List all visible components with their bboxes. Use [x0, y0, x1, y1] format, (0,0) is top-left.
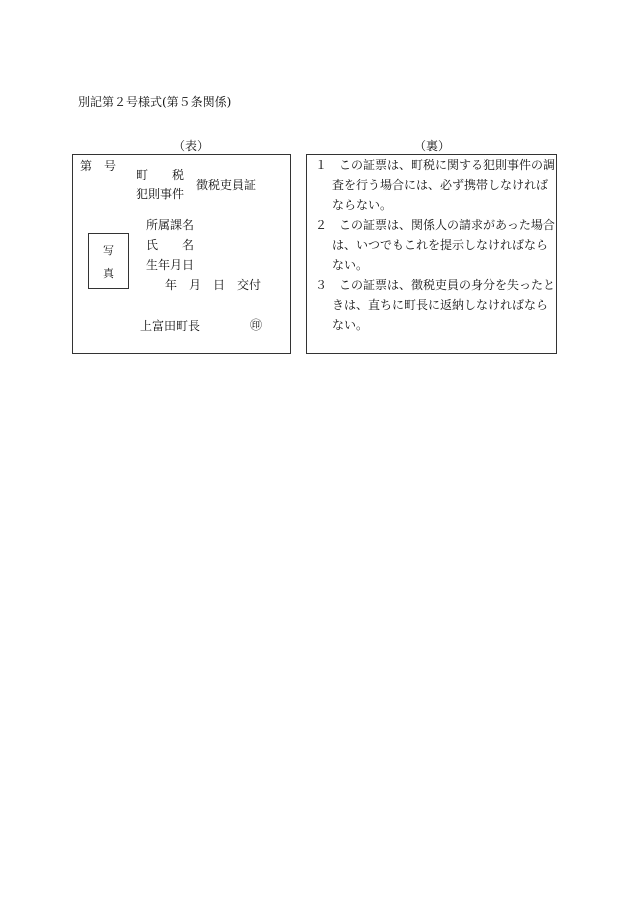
back-text-line: ならない。: [332, 198, 393, 212]
photo-area: [88, 233, 129, 289]
back-text-line: ない。: [332, 258, 369, 272]
issuer-label: 上富田町長: [140, 319, 201, 333]
certificate-back: [306, 154, 557, 354]
back-text-line: ３ この証票は、徴税吏員の身分を失ったと: [315, 278, 556, 292]
certificate-title: 徴税吏員証: [196, 178, 257, 192]
case-type-label: 犯則事件: [136, 187, 185, 201]
back-text-line: １ この証票は、町税に関する犯則事件の調: [315, 158, 556, 172]
seal-mark: ㊞: [250, 318, 263, 332]
back-side-label: （裏）: [414, 139, 451, 153]
document-title: 別記第２号様式(第５条関係): [78, 95, 232, 109]
department-label: 所属課名: [146, 218, 195, 232]
certificate-front: [72, 154, 291, 354]
front-side-label: （表）: [173, 139, 210, 153]
birthdate-label: 生年月日: [146, 258, 195, 272]
number-label: 第 号: [80, 159, 117, 173]
back-text-line: は、いつでもこれを提示しなければなら: [332, 238, 549, 252]
issue-date-label: 年 月 日 交付: [165, 278, 262, 292]
photo-char-2: 真: [103, 267, 114, 280]
photo-char-1: 写: [103, 244, 114, 257]
tax-type-label: 町 税: [136, 168, 185, 182]
back-text-line: 査を行う場合には、必ず携帯しなければ: [332, 178, 549, 192]
back-text-line: ２ この証票は、関係人の請求があった場合: [315, 218, 555, 232]
back-text-line: ない。: [332, 318, 369, 332]
back-text-line: きは、直ちに町長に返納しなければなら: [332, 298, 549, 312]
name-label: 氏 名: [146, 238, 195, 252]
